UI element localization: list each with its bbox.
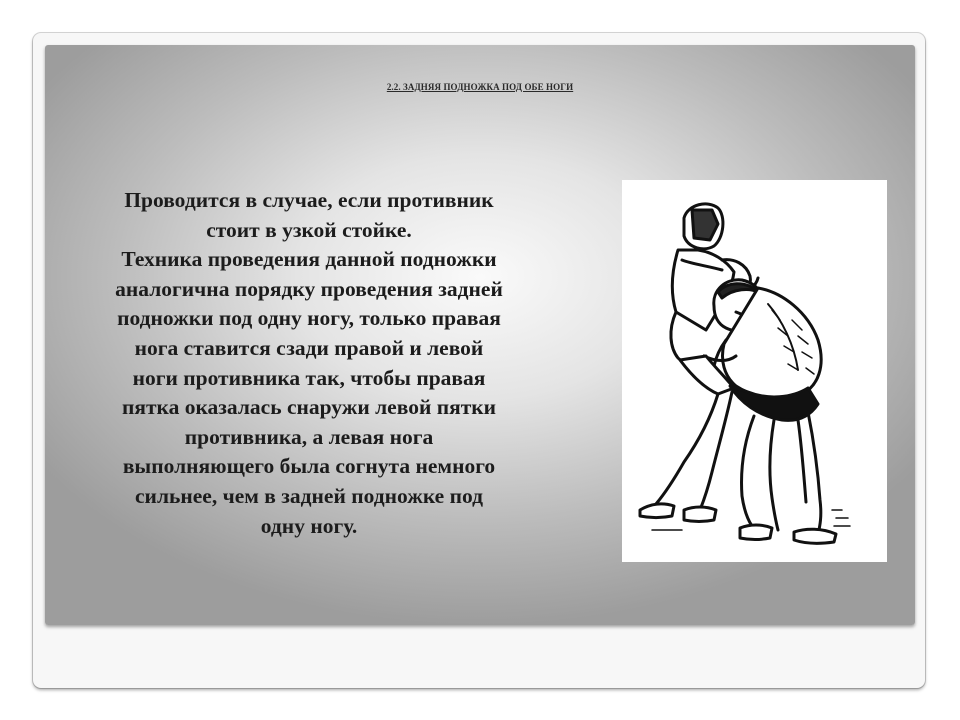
- body-line: подножки под одну ногу, только правая: [117, 306, 501, 331]
- body-line: одну ногу.: [260, 513, 358, 538]
- body-line: нога ставится сзади правой и левой: [134, 335, 484, 360]
- body-line: Проводится в случае, если противник: [124, 188, 494, 212]
- body-line: стоит в узкой стойке.: [206, 217, 412, 242]
- body-line: сильнее, чем в задней подножке под: [135, 483, 483, 508]
- slide-body-text: [62, 186, 556, 541]
- body-line: противника, а левая нога: [184, 424, 434, 449]
- slide-title: 2.2. ЗАДНЯЯ ПОДНОЖКА ПОД ОБЕ НОГИ: [386, 82, 574, 92]
- body-line: аналогична порядку проведения задней: [115, 276, 503, 301]
- body-line: выполняющего была согнута немного: [122, 454, 496, 479]
- body-line: пятка оказалась снаружи левой пятки: [121, 395, 497, 420]
- body-line: Техника проведения данной подножки: [121, 247, 497, 272]
- body-line: ноги противника так, чтобы правая: [132, 365, 486, 390]
- wrestlers-illustration-icon: [622, 180, 887, 562]
